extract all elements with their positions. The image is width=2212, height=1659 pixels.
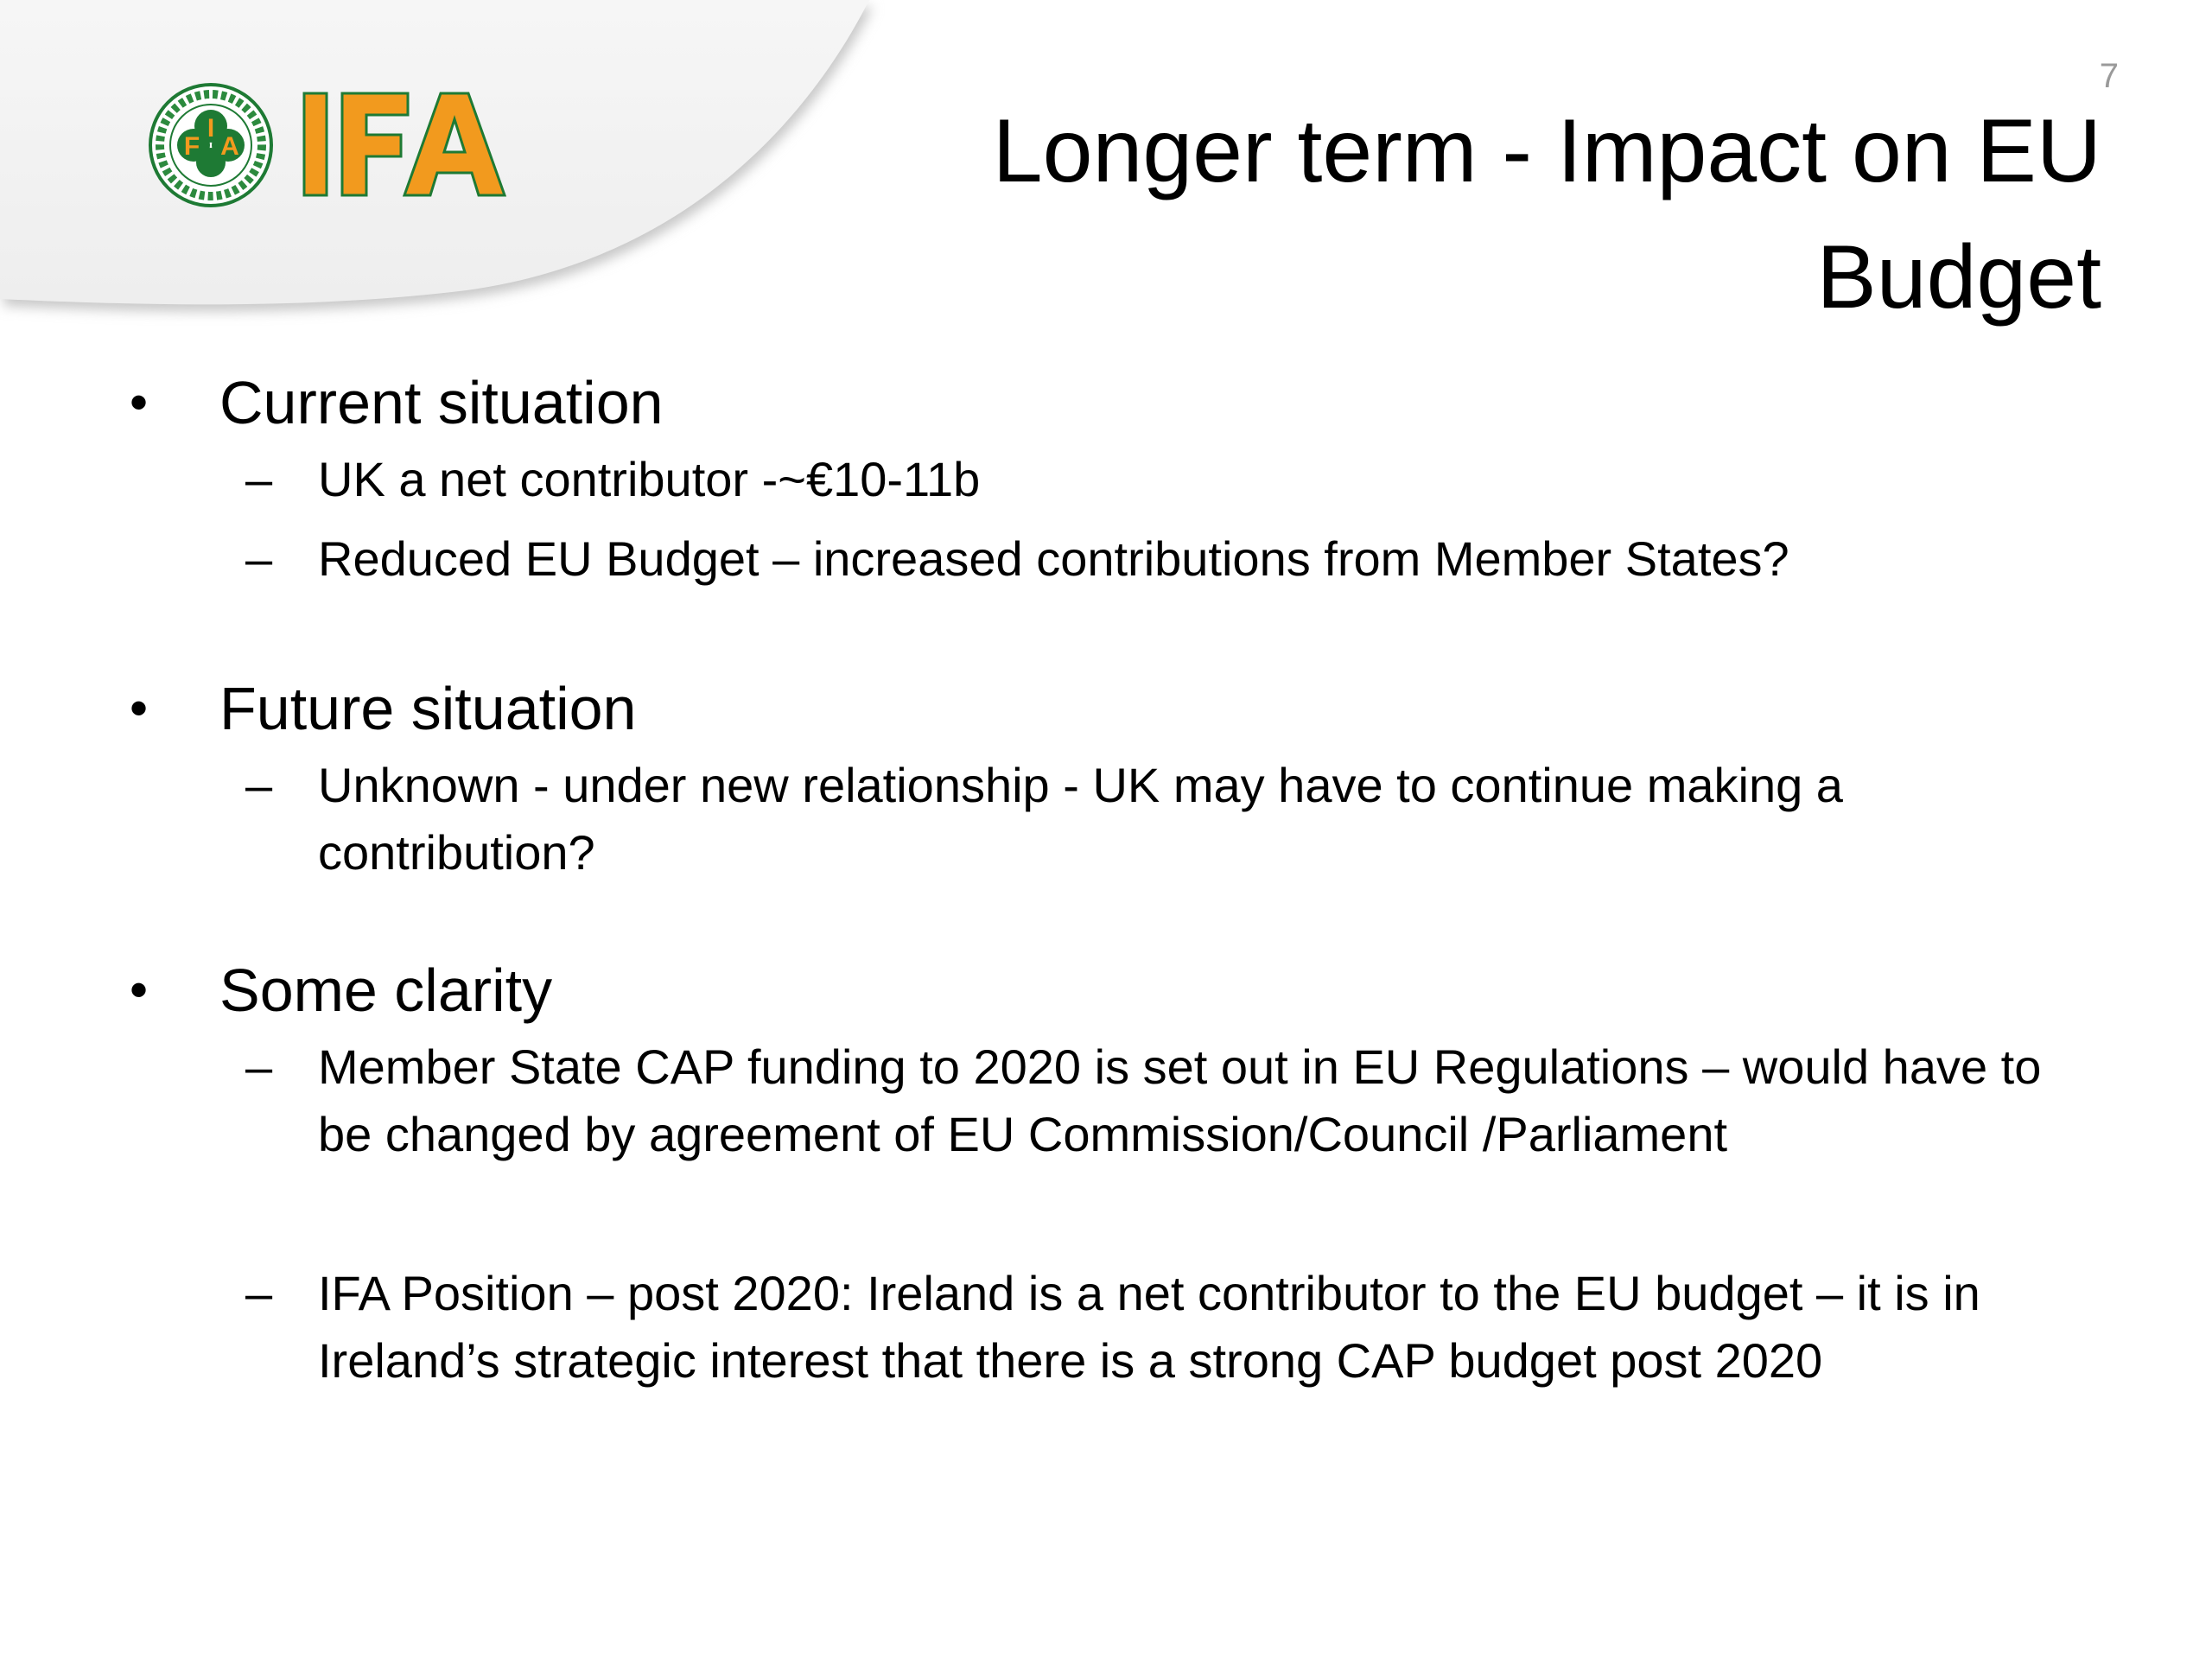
dash-marker: – xyxy=(245,452,273,506)
ifa-logo-graphic xyxy=(149,83,546,213)
section-future-situation xyxy=(130,667,2117,887)
sub-list xyxy=(130,752,2117,887)
section-current-situation xyxy=(130,361,2117,593)
svg-text:A: A xyxy=(220,132,239,161)
sub-item-text: IFA Position – post 2020: Ireland is a net contributor to the EU budget – it is in Ireland’s strategic interest that there is a strong CAP budget post 2020 xyxy=(318,1266,1980,1388)
ifa-logo xyxy=(149,83,546,213)
svg-text:F: F xyxy=(183,132,200,161)
sub-item-text: Unknown - under new relationship - UK may have to continue making a contribution? xyxy=(318,758,1843,880)
sub-item xyxy=(130,752,2117,887)
sub-item xyxy=(130,525,2117,593)
dash-marker: – xyxy=(245,531,273,586)
seal-ring xyxy=(150,85,271,206)
dash-marker: – xyxy=(245,758,273,812)
sub-item-text: Member State CAP funding to 2020 is set out in EU Regulations – would have to be changed by agreement of EU Commission/Council /Parliament xyxy=(318,1039,2042,1161)
section-heading: Some clarity xyxy=(219,957,553,1024)
sub-item-text: Reduced EU Budget – increased contributions from Member States? xyxy=(318,531,1789,586)
section-heading: Future situation xyxy=(219,675,637,742)
bullet-item xyxy=(130,361,2117,444)
sub-item xyxy=(130,1260,2117,1395)
bullet-marker: • xyxy=(130,373,149,431)
sub-item-text: UK a net contributor -~€10-11b xyxy=(318,452,981,506)
section-heading: Current situation xyxy=(219,369,664,436)
sub-list xyxy=(130,446,2117,593)
slide-content xyxy=(130,361,2117,1395)
ifa-wordmark xyxy=(304,93,505,195)
dash-marker: – xyxy=(245,1266,273,1320)
bullet-item xyxy=(130,667,2117,750)
svg-text:I: I xyxy=(207,114,215,143)
sub-item xyxy=(130,446,2117,513)
sub-list xyxy=(130,1033,2117,1395)
slide-title: Longer term - Impact on EU Budget xyxy=(992,101,2101,327)
bullet-marker: • xyxy=(130,961,149,1019)
sub-item xyxy=(130,1033,2117,1168)
bullet-marker: • xyxy=(130,679,149,737)
section-some-clarity xyxy=(130,949,2117,1395)
dash-marker: – xyxy=(245,1039,273,1094)
page-number: 7 xyxy=(2099,57,2119,95)
bullet-item xyxy=(130,949,2117,1032)
